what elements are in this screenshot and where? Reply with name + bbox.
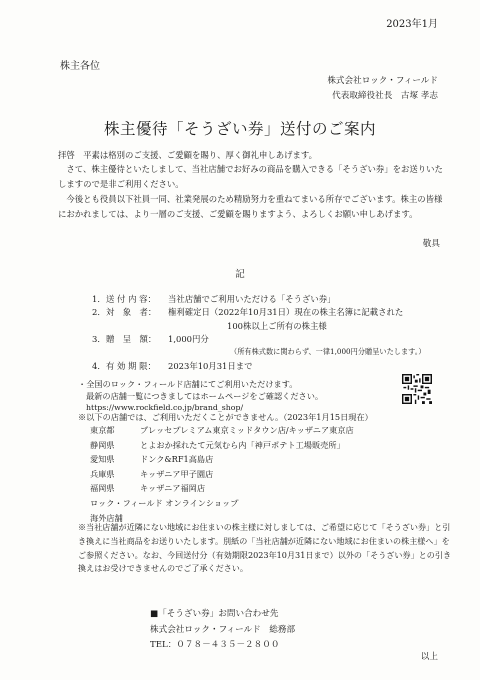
contact-department: 株式会社ロック・フィールド 総務部 [150, 624, 296, 635]
excluded-stores-list [90, 425, 354, 527]
remote-shareholder-note: ※当社店舗が近隣にない地域にお住まいの株主様に対しましては、ご希望に応じて「そうざい券」と引き換えに当社商品をお送りいたします。別紙の「当社店舗が近隣にない地域にお住まいの株主様へ」をご参照ください。なお、今回送付分（有効期限2023年10月31日まで）以外の「そうざい券」との引き換えはお受けできませんのでご了承ください。 [78, 522, 452, 574]
end-mark: 以上 [420, 652, 438, 662]
closing-word: 敬具 [422, 239, 440, 249]
representative-name: 代表取締役社長 古塚 孝志 [332, 91, 438, 101]
detail-item: 4．有 効 期 限： 2023年10月31日まで [92, 360, 253, 371]
list-item: 東京都 プレッセプレミアム東京ミッドタウン店/キッザニア東京店 [90, 425, 354, 435]
contact-phone: TEL：０７８－４３５－２８００ [150, 640, 280, 650]
qr-code-icon[interactable] [402, 374, 432, 404]
company-name: 株式会社ロック・フィールド [327, 76, 438, 86]
list-item: ロック・フィールド オンラインショップ [90, 497, 239, 508]
addressee: 株主各位 [60, 61, 100, 72]
online-note: ・全国のロック・フィールド店舗にてご利用いただけます。 [78, 379, 298, 389]
list-item: 福岡県 キッザニア福岡店 [90, 483, 206, 494]
ki-heading: 記 [235, 269, 245, 280]
store-list-link[interactable]: https://www.rockfield.co.jp/brand_shop/ [86, 403, 244, 412]
online-note-2: 最新の店舗一覧につきましてはホームページをご確認ください。 [86, 391, 324, 401]
list-item: 兵庫県 キッザニア甲子園店 [90, 468, 214, 479]
document-title: 株主優待「そうざい券」送付のご案内 [103, 120, 376, 138]
detail-item-sub: （所有株式数に関わらず、一律1,000円分贈呈いたします。） [230, 346, 426, 356]
detail-item-sub: 100株以上ご所有の株主様 [227, 320, 327, 331]
detail-item: 1．送 付 内 容： 当社店舗でご利用いただける「そうざい券」 [92, 294, 336, 304]
announcement-paragraph: さて、株主優待といたしまして、当社店舗でお好みの商品を購入できる「そうざい券」をお送りいたしますので是非ご利用ください。 [58, 164, 443, 189]
closing-paragraph: 今後とも役員以下社員一同、社業発展のため精励努力を重ねてまいる所存でございます。株主の皆様におかれましては、より一層のご支援、ご愛顧を賜りますよう、よろしくお願い申しあげます。 [58, 194, 443, 219]
issue-date: 2023年1月 [386, 19, 438, 30]
list-item: 静岡県 とよおか採れたて元気むら内「神戸ポテト工場販売所」 [90, 439, 345, 450]
list-item: 愛知県 ドンク&RF1高島店 [90, 454, 214, 465]
contact-block [150, 607, 295, 654]
excluded-stores-notice: ※以下の店舗では、ご利用いただくことができません。（2023年1月15日現在） [78, 412, 373, 422]
detail-item: 2．対 象 者： 権利確定日（2022年10月31日）現在の株主名簿に記載された [92, 307, 404, 318]
greeting-paragraph: 拝啓 平素は格別のご支援、ご愛顧を賜り、厚く御礼申しあげます。 [58, 150, 317, 160]
list-item: 海外店舗 [90, 512, 123, 523]
detail-item: 3．贈 呈 額： 1,000円分 [92, 334, 209, 345]
details-list [92, 293, 426, 373]
contact-heading: ■「そうざい券」お問い合わせ先 [150, 609, 279, 619]
